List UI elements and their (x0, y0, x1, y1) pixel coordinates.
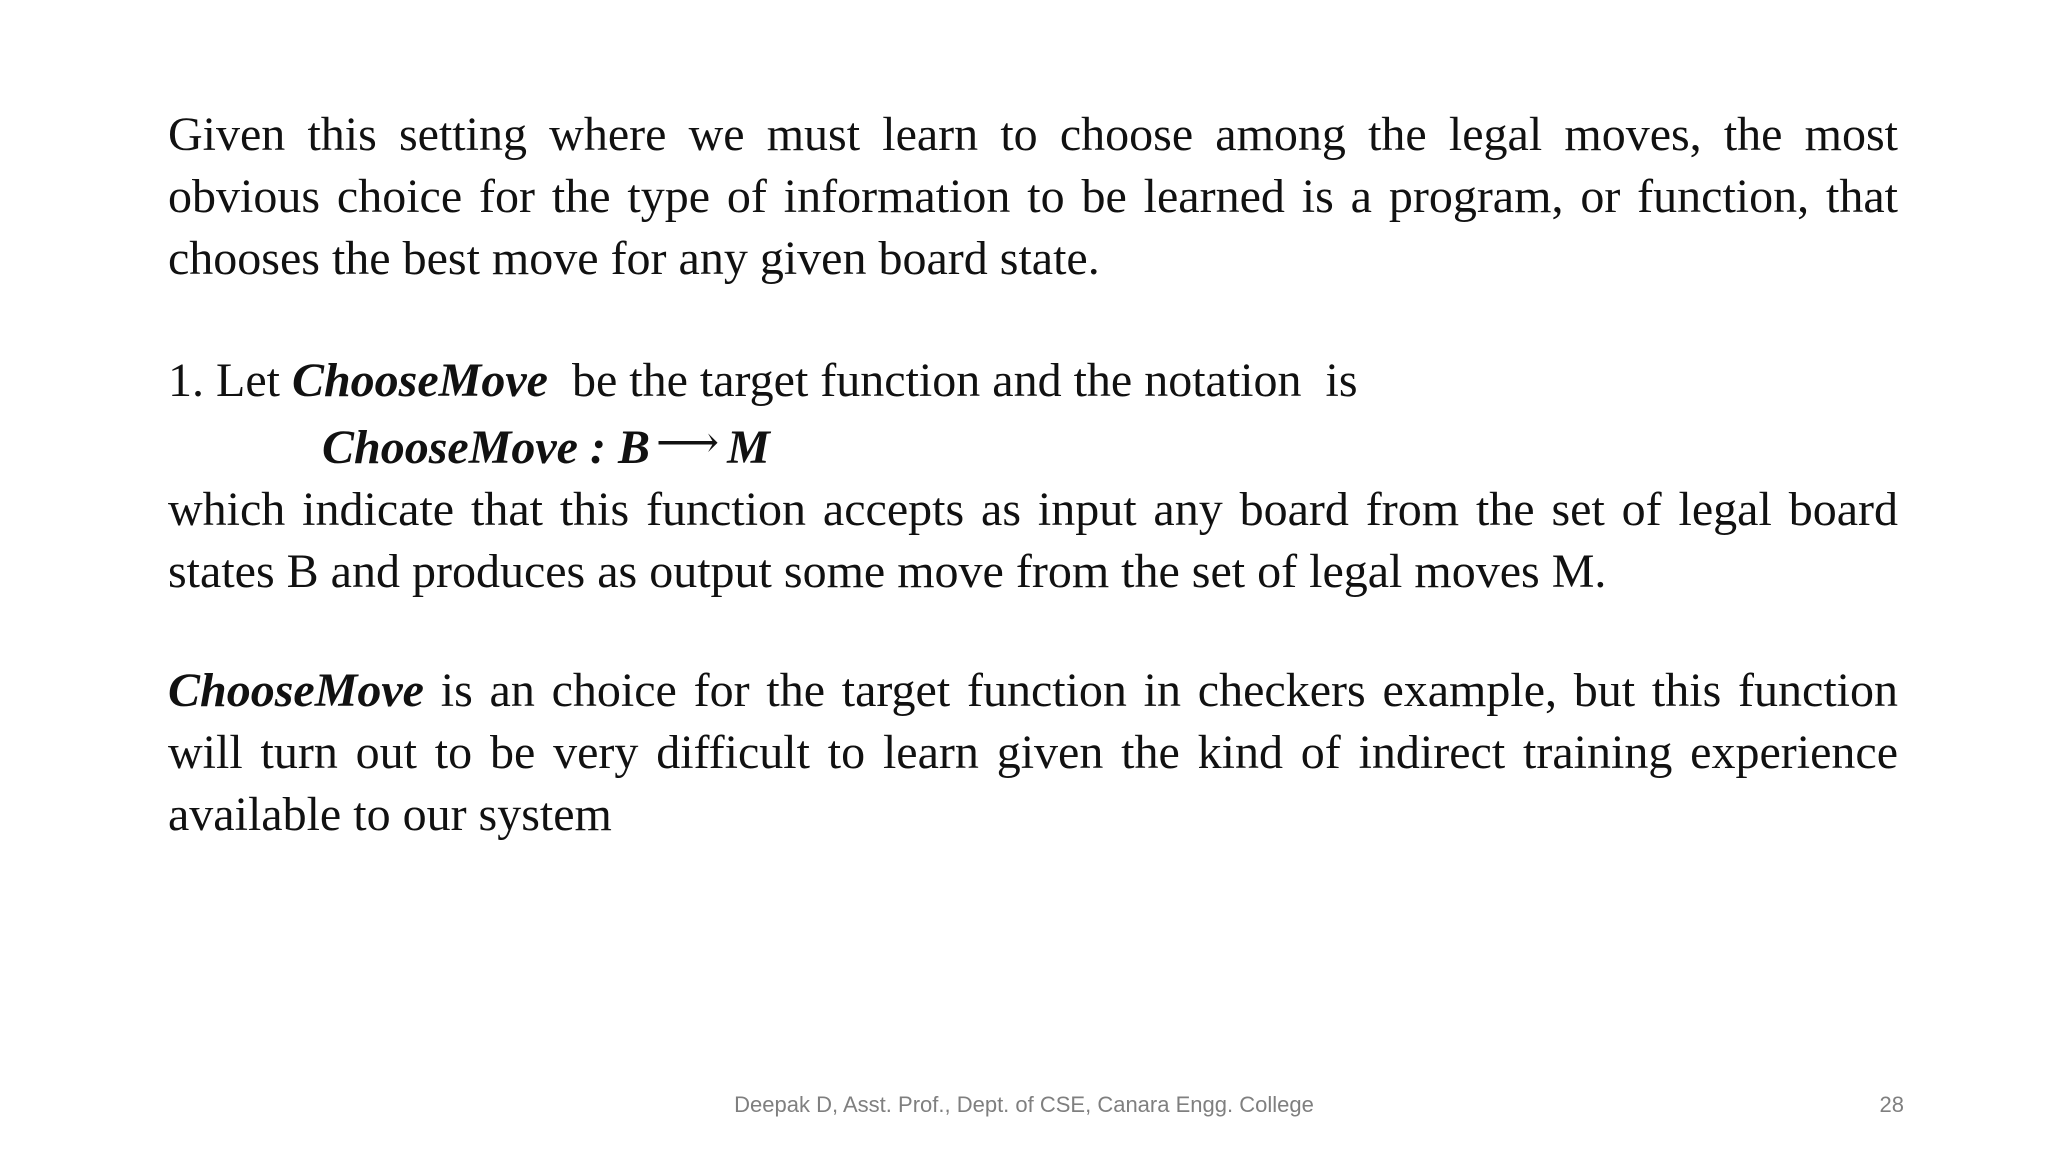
difficulty-function-name: ChooseMove (168, 664, 424, 717)
definition-line (168, 350, 1898, 412)
intro-text: Given this setting where we must learn to choose among the legal moves, the most obvious choice for the type of information to be learned is a program, or function, that chooses the best move for any given board state. (168, 108, 1898, 285)
definition-prefix: 1. Let (168, 354, 292, 407)
definition-paragraph (168, 350, 1898, 603)
footer-credit: Deepak D, Asst. Prof., Dept. of CSE, Canara Engg. College (734, 1092, 1314, 1117)
function-notation (322, 412, 1898, 479)
notation-codomain: M (727, 421, 770, 474)
page-number: 28 (1879, 1092, 1904, 1117)
notation-domain: ChooseMove : B (322, 421, 650, 474)
intro-paragraph (168, 104, 1898, 290)
difficulty-paragraph (168, 660, 1898, 846)
definition-explanation: which indicate that this function accepts as input any board from the set of legal board states B and produces as output some move from the set of legal moves M. (168, 483, 1898, 598)
definition-suffix: be the target function and the notation is (547, 354, 1358, 407)
right-arrow-icon: ⟶ (655, 418, 720, 467)
function-name: ChooseMove (291, 354, 548, 407)
difficulty-text: is an choice for the target function in checkers example, but this function will turn out to be very difficult to learn given the kind of indirect training experience available to our system (168, 664, 1898, 841)
